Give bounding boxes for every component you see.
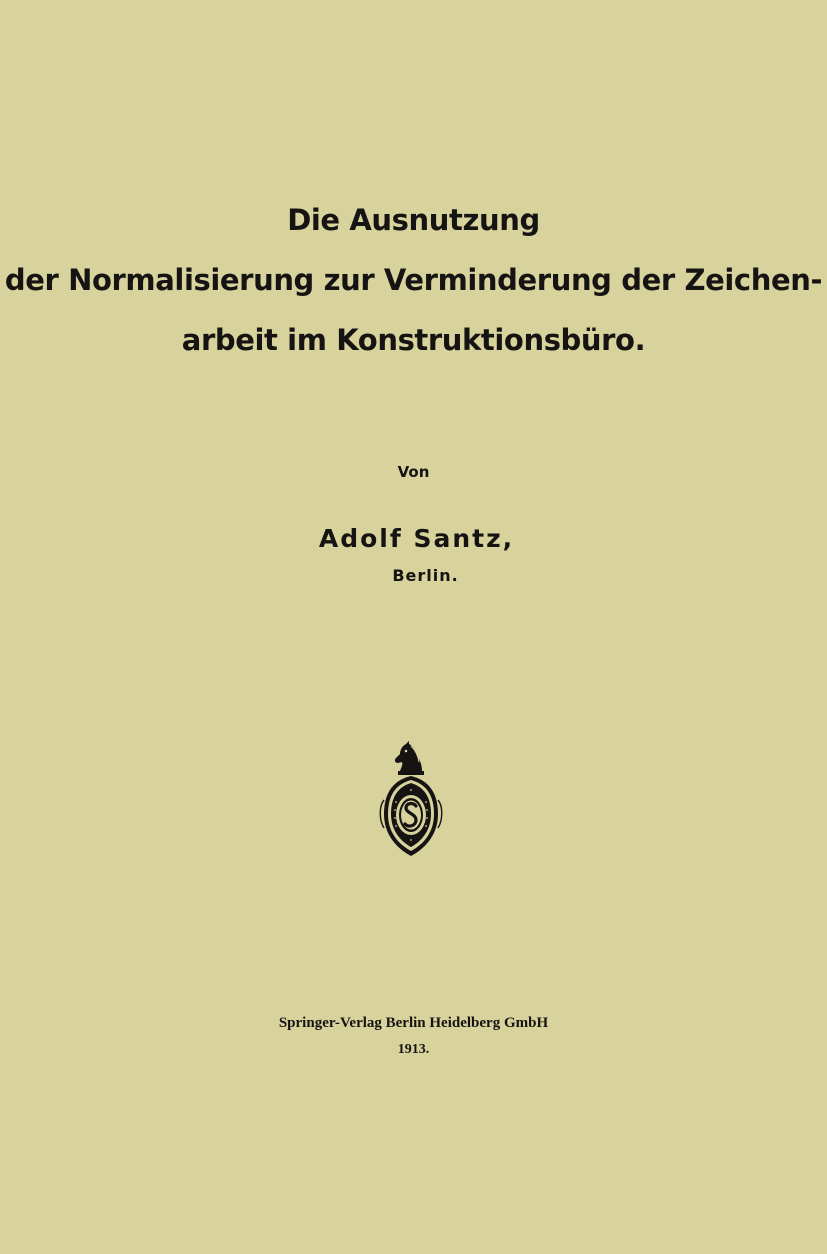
book-title	[0, 190, 827, 370]
publication-year: 1913.	[397, 1042, 430, 1057]
byline: Von	[397, 463, 430, 481]
book-title-line-2: der Normalisierung zur Verminderung der Zeichen-	[4, 263, 823, 297]
author-name: Adolf Santz,	[318, 524, 515, 553]
author-city: Berlin.	[392, 566, 459, 585]
book-title-line-1: Die Ausnutzung	[287, 203, 540, 237]
publisher-name: Springer-Verlag Berlin Heidelberg GmbH	[278, 1015, 549, 1031]
springer-knight-emblem-icon	[376, 740, 446, 858]
book-title-line-3: arbeit im Konstruktionsbüro.	[181, 323, 646, 357]
